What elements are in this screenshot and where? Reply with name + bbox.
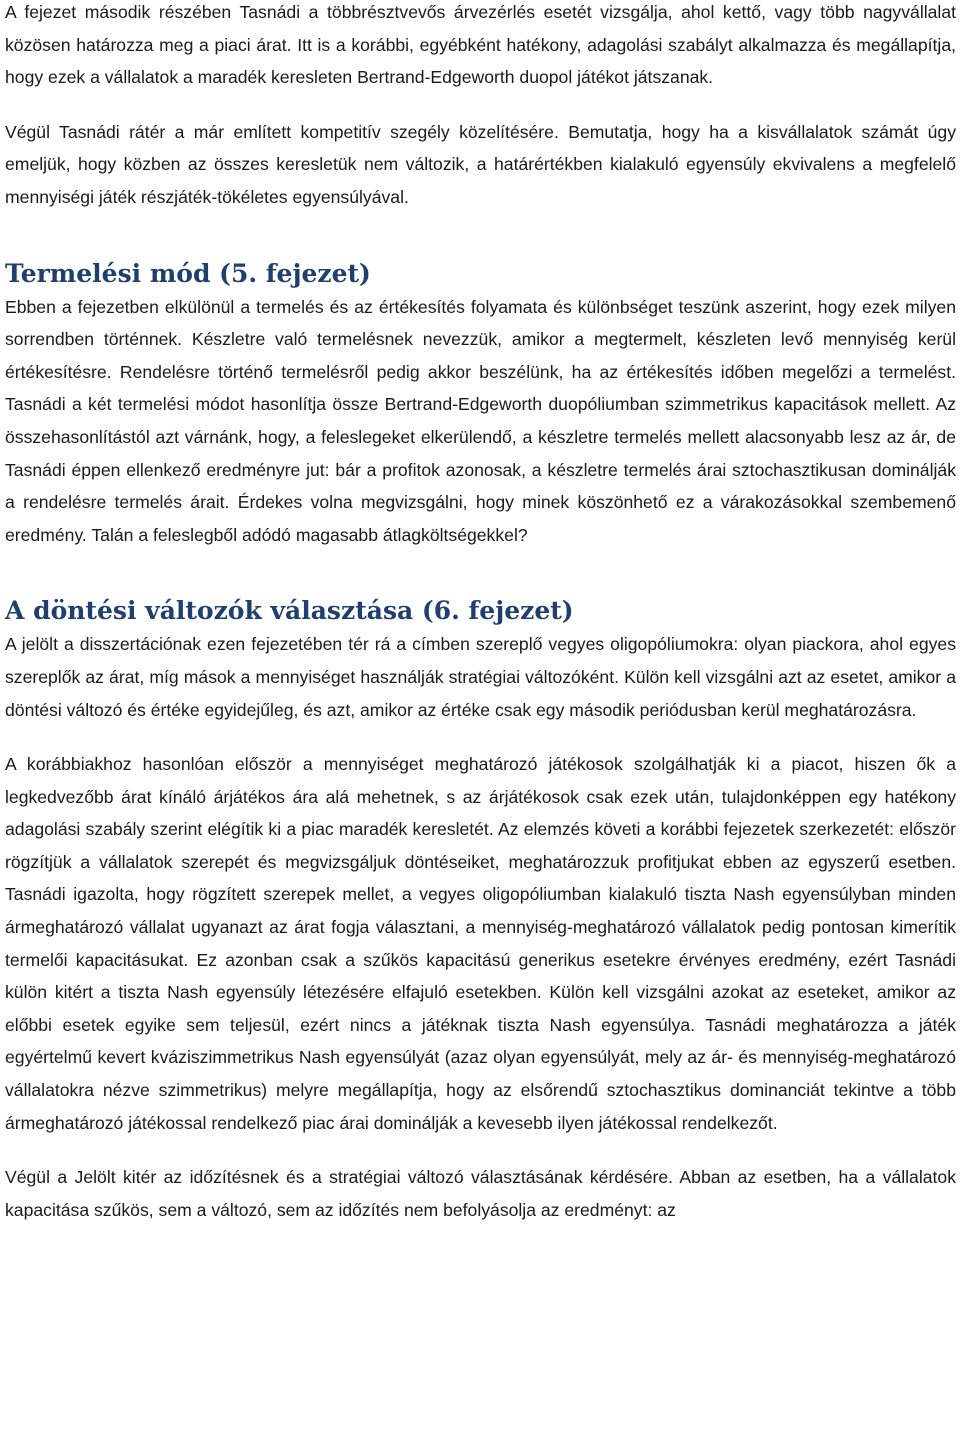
paragraph-competitive-fringe: Végül Tasnádi rátér a már említett kompetitív szegély közelítésére. Bemutatja, hogy ha a kisvállalatok számát úgy emeljük, hogy közben az összes keresletük nem változik, a határértékben kialakuló egyensúly ekvivalens a megfelelő mennyiségi játék részjáték-tökéletes egyensúlyával.	[5, 121, 956, 207]
paragraph-gap	[5, 1139, 956, 1161]
section-gap	[5, 551, 956, 594]
paragraph-production-mode: Ebben a fejezetben elkülönül a termelés és az értékesítés folyamata és különbséget teszünk aszerint, hogy ezek milyen sorrendben történnek. Készletre való termelésnek nevezzük, amikor a megtermelt, készleten levő mennyiség kerül értékesítésre. Rendelésre történő termelésről pedig akkor beszélünk, ha az értékesítés időben megelőzi a termelést. Tasnádi a két termelési módot hasonlítja össze Bertrand-Edgeworth duopóliumban szimmetrikus kapacitások mellett. Az összehasonlítástól azt várnánk, hogy, a feleslegeket elkerülendő, a készletre termelés mellett alacsonyabb lesz az ár, de Tasnádi éppen ellenkező eredményre jut: bár a profitok azonosak, a készletre termelés árai sztochasztikusan dominálják a rendelésre termelés árait. Érdekes volna megvizsgálni, hogy minek köszönhető ez a várakozásokkal szembemenő eredmény. Talán a feleslegből adódó magasabb átlagköltségekkel?	[5, 296, 956, 545]
section-gap	[5, 214, 956, 257]
paragraph-timing: Végül a Jelölt kitér az időzítésnek és a stratégiai változó választásának kérdésére. Abban az esetben, ha a vállalatok kapacitása szűkös, sem a változó, sem az időzítés nem befolyásolja az eredményt: az	[5, 1167, 956, 1220]
paragraph-nash-equilibrium: A korábbiakhoz hasonlóan először a mennyiséget meghatározó játékosok szolgálhatják ki a piacot, hiszen ők a legkedvezőbb árat kínáló árjátékos ára alá mehetnek, s az árjátékosok csak ezek után, tulajdonképpen egy hatékony adagolási szabály szerint elégítik ki a piac maradék keresletét. Az elemzés követi a korábbi fejezetek szerkezetét: először rögzítjük a vállalatok szerepét és megvizsgáljuk döntéseiket, meghatározzuk profitjukat ebben az egyszerű esetben. Tasnádi igazolta, hogy rögzített szerepek mellet, a vegyes oligopóliumban kialakuló tiszta Nash egyensúlyban minden ármeghatározó vállalat ugyanazt az árat fogja választani, a mennyiség-meghatározó vállalatok pedig pontosan kimerítik termelői kapacitásukat. Ez azonban csak a szűkös kapacitású generikus esetekre érvényes eredmény, ezért Tasnádi külön kitért a tiszta Nash egyensúly létezésére elfajuló esetekben. Külön kell vizsgálni azokat az eseteket, amikor az előbbi esetek egyike sem teljesül, ezért nincs a játéknak tiszta Nash egyensúlya. Tasnádi meghatározza a játék egyértelmű kevert kváziszimmetrikus Nash egyensúlyát (azaz olyan egyensúlyát, mely az ár- és mennyiség-meghatározó vállalatokra nézve szimmetrikus) melyre megállapítja, hogy az elsőrendű sztochasztikus dominanciát tekintve a több ármeghatározó játékossal rendelkező piac árai dominálják a kevesebb ilyen játékossal rendelkezőt.	[5, 754, 956, 1133]
document-page	[5, 0, 956, 1226]
paragraph-gap	[5, 94, 956, 116]
paragraph-gap	[5, 726, 956, 748]
section-heading-production-mode: Termelési mód (5. fejezet)	[5, 258, 371, 288]
paragraph-price-leadership: A fejezet második részében Tasnádi a többrésztvevős árvezérlés esetét vizsgálja, ahol kettő, vagy több nagyvállalat közösen határozza meg a piaci árat. Itt is a korábbi, egyébként hatékony, adagolási szabályt alkalmazza és megállapítja, hogy ezek a vállalatok a maradék keresleten Bertrand-Edgeworth duopol játékot játszanak.	[5, 2, 956, 88]
paragraph-mixed-oligopoly: A jelölt a disszertációnak ezen fejezetében tér rá a címben szereplő vegyes oligopóliumokra: olyan piackora, ahol egyes szereplők az árat, míg mások a mennyiséget használják stratégiai változóként. Külön kell vizsgálni azt az esetet, amikor a döntési változó és értéke egyidejűleg, és azt, amikor az értéke csak egy második periódusban kerül meghatározásra.	[5, 634, 956, 720]
section-heading-decision-variables: A döntési változók választása (6. fejezet)	[5, 596, 574, 626]
